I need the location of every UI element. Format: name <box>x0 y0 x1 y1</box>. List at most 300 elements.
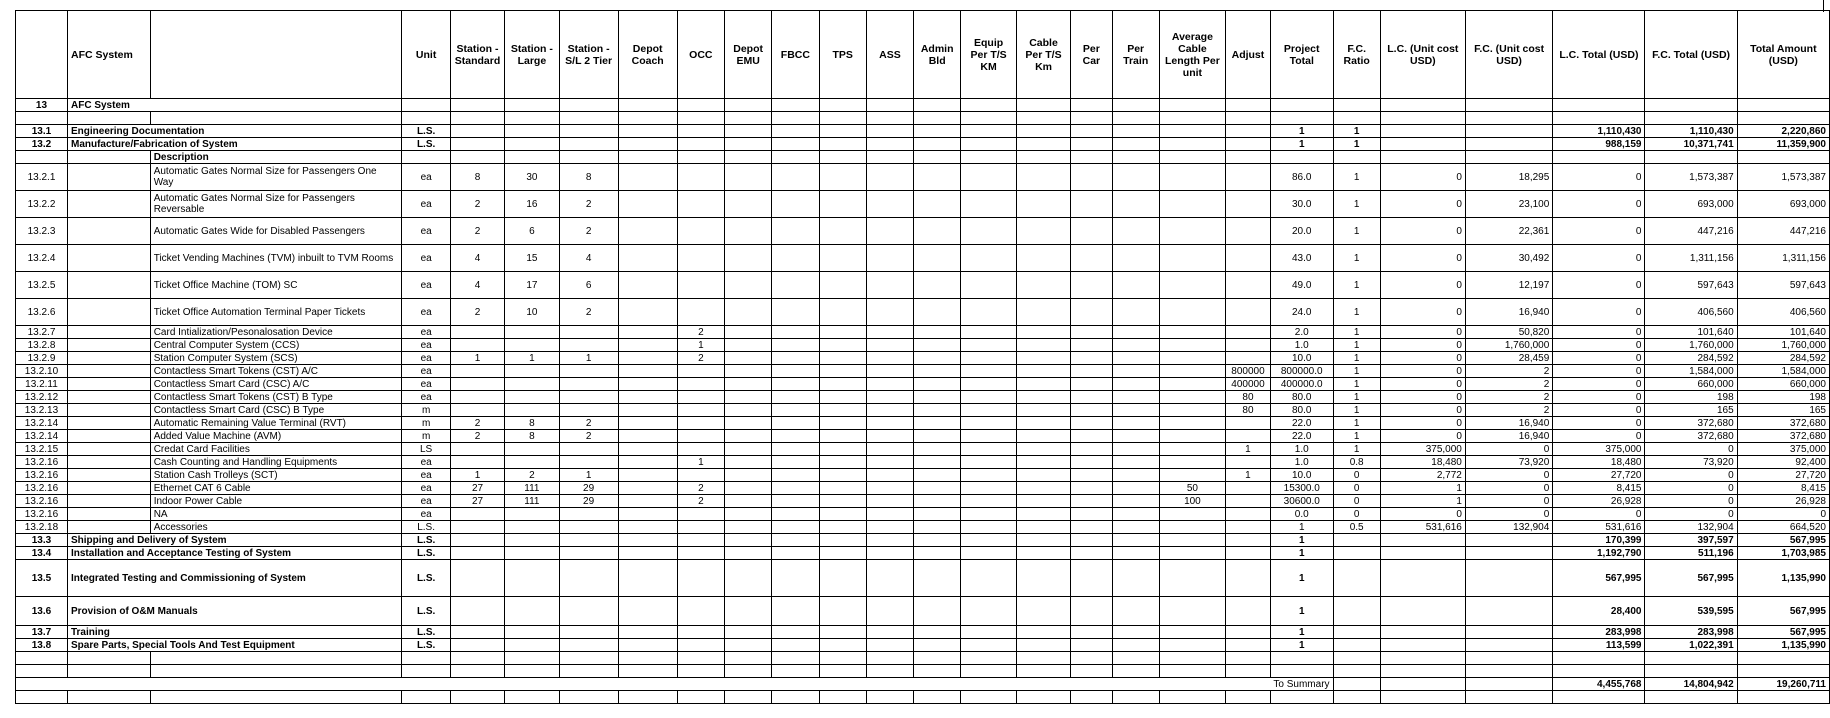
row-cell <box>1016 521 1070 534</box>
row-item-label: Indoor Power Cable <box>150 495 402 508</box>
header-lc-unit-cost: L.C. (Unit cost USD) <box>1380 11 1465 99</box>
row-cell <box>505 326 559 339</box>
row-cell: 30 <box>505 164 559 191</box>
row-cell <box>677 430 724 443</box>
row-cell <box>1071 125 1112 138</box>
row-cell <box>961 299 1017 326</box>
row-cell <box>866 456 913 469</box>
row-cell: 0 <box>1333 469 1380 482</box>
row-cell: 1 <box>1333 125 1380 138</box>
row-cell <box>505 639 559 652</box>
row-cell <box>772 443 819 456</box>
row-cell <box>618 597 677 626</box>
row-cell <box>866 138 913 151</box>
row-cell <box>677 547 724 560</box>
row-cell <box>450 138 504 151</box>
row-cell <box>1159 339 1225 352</box>
row-cell: 0 <box>1553 417 1645 430</box>
row-cell <box>772 597 819 626</box>
row-cell <box>618 495 677 508</box>
row-indent <box>67 443 150 456</box>
row-cell <box>772 495 819 508</box>
row-cell <box>1159 245 1225 272</box>
row-cell <box>1016 508 1070 521</box>
table-row <box>16 443 1830 456</box>
row-cell <box>772 521 819 534</box>
row-cell <box>724 534 771 547</box>
row-cell <box>1016 352 1070 365</box>
row-cell: 2,220,860 <box>1737 125 1829 138</box>
row-cell <box>505 534 559 547</box>
row-cell <box>914 534 961 547</box>
row-cell: 28,459 <box>1465 352 1552 365</box>
row-cell <box>677 138 724 151</box>
row-number: 13.7 <box>16 626 68 639</box>
table-row <box>16 272 1830 299</box>
row-cell: 50 <box>1159 482 1225 495</box>
row-cell: 0 <box>1380 272 1465 299</box>
row-number: 13.1 <box>16 125 68 138</box>
row-indent <box>67 339 150 352</box>
row-cell: 1 <box>1333 218 1380 245</box>
row-cell <box>1226 626 1271 639</box>
row-cell: 29 <box>559 495 618 508</box>
row-cell: 132,904 <box>1645 521 1737 534</box>
row-indent <box>67 326 150 339</box>
row-cell <box>724 469 771 482</box>
row-indent <box>67 417 150 430</box>
row-cell: 0 <box>1465 508 1552 521</box>
header-depot-coach: Depot Coach <box>618 11 677 99</box>
row-cell: 1 <box>1270 547 1333 560</box>
row-indent <box>67 456 150 469</box>
row-cell <box>819 352 866 365</box>
row-cell <box>961 378 1017 391</box>
row-cell <box>559 125 618 138</box>
row-cell: 111 <box>505 482 559 495</box>
spacer-row <box>16 665 1830 678</box>
row-cell <box>1016 378 1070 391</box>
row-cell: 2.0 <box>1270 326 1333 339</box>
row-cell <box>1016 534 1070 547</box>
row-cell <box>1112 626 1159 639</box>
row-cell <box>914 365 961 378</box>
row-cell: 2 <box>450 430 504 443</box>
header-fc-ratio: F.C. Ratio <box>1333 11 1380 99</box>
row-cell <box>1112 404 1159 417</box>
row-cell: 12,197 <box>1465 272 1552 299</box>
row-item-label: Automatic Gates Normal Size for Passengers One Way <box>150 164 402 191</box>
row-number: 13.4 <box>16 547 68 560</box>
table-row <box>16 521 1830 534</box>
row-cell <box>914 508 961 521</box>
row-cell <box>618 391 677 404</box>
row-cell: 0 <box>1645 443 1737 456</box>
row-cell <box>618 245 677 272</box>
row-cell <box>677 534 724 547</box>
row-cell: 0.0 <box>1270 508 1333 521</box>
row-cell: 0 <box>1553 352 1645 365</box>
row-cell <box>1071 597 1112 626</box>
row-cell <box>1112 482 1159 495</box>
row-unit: ea <box>402 191 450 218</box>
row-cell <box>618 365 677 378</box>
row-cell <box>914 218 961 245</box>
row-cell: 1,311,156 <box>1737 245 1829 272</box>
row-cell <box>772 626 819 639</box>
row-cell: 0 <box>1553 164 1645 191</box>
row-cell <box>866 469 913 482</box>
row-cell: 18,295 <box>1465 164 1552 191</box>
row-cell <box>1112 352 1159 365</box>
row-cell <box>819 534 866 547</box>
row-cell <box>1465 125 1552 138</box>
row-cell <box>1016 299 1070 326</box>
row-cell <box>914 495 961 508</box>
row-cell <box>724 138 771 151</box>
row-cell <box>724 508 771 521</box>
row-cell: 1 <box>1333 365 1380 378</box>
row-cell: 0 <box>1380 352 1465 365</box>
header-lc-total: L.C. Total (USD) <box>1553 11 1645 99</box>
row-cell <box>866 639 913 652</box>
row-cell <box>1112 391 1159 404</box>
row-cell <box>772 218 819 245</box>
row-cell: 22.0 <box>1270 417 1333 430</box>
row-cell <box>1071 272 1112 299</box>
row-cell <box>1112 299 1159 326</box>
row-cell <box>1071 495 1112 508</box>
row-unit: L.S. <box>402 597 450 626</box>
row-number: 13.2.7 <box>16 326 68 339</box>
row-cell <box>1112 378 1159 391</box>
row-cell <box>819 272 866 299</box>
table-row <box>16 391 1830 404</box>
row-cell <box>772 352 819 365</box>
row-cell <box>1016 495 1070 508</box>
row-cell: 20.0 <box>1270 218 1333 245</box>
row-cell <box>618 469 677 482</box>
summary-total-amount: 19,260,711 <box>1737 678 1829 691</box>
row-number: 13.2.3 <box>16 218 68 245</box>
row-item-label: Station Computer System (SCS) <box>150 352 402 365</box>
row-cell <box>819 404 866 417</box>
row-cell: 80.0 <box>1270 391 1333 404</box>
row-cell: 0 <box>1553 365 1645 378</box>
table-row <box>16 560 1830 597</box>
row-unit: ea <box>402 164 450 191</box>
row-cell <box>819 597 866 626</box>
row-unit: L.S. <box>402 521 450 534</box>
row-cell: 30,492 <box>1465 245 1552 272</box>
row-cell <box>450 456 504 469</box>
row-cell: 0 <box>1333 495 1380 508</box>
table-row <box>16 138 1830 151</box>
row-cell: 6 <box>505 218 559 245</box>
row-cell <box>1071 164 1112 191</box>
row-cell <box>866 626 913 639</box>
row-cell <box>772 547 819 560</box>
row-cell <box>1226 495 1271 508</box>
row-cell <box>914 626 961 639</box>
row-cell: 0 <box>1553 339 1645 352</box>
row-cell <box>559 326 618 339</box>
row-cell <box>1226 456 1271 469</box>
row-cell <box>724 597 771 626</box>
row-cell <box>1159 521 1225 534</box>
row-cell <box>724 404 771 417</box>
row-cell: 1 <box>1380 495 1465 508</box>
row-cell: 1 <box>559 469 618 482</box>
row-cell: 372,680 <box>1645 417 1737 430</box>
row-cell <box>724 626 771 639</box>
row-cell <box>1016 404 1070 417</box>
row-cell <box>866 339 913 352</box>
row-number: 13.2.16 <box>16 495 68 508</box>
row-cell: 1.0 <box>1270 456 1333 469</box>
row-cell: 0 <box>1553 245 1645 272</box>
header-fbcc: FBCC <box>772 11 819 99</box>
row-cell <box>772 245 819 272</box>
row-cell <box>618 534 677 547</box>
row-cell <box>772 456 819 469</box>
row-cell <box>866 378 913 391</box>
header-occ: OCC <box>677 11 724 99</box>
row-cell <box>1226 191 1271 218</box>
row-cell <box>1226 326 1271 339</box>
row-cell <box>618 352 677 365</box>
row-cell: 406,560 <box>1645 299 1737 326</box>
row-cell: 101,640 <box>1645 326 1737 339</box>
row-cell <box>961 218 1017 245</box>
row-cell <box>914 560 961 597</box>
row-cell <box>1159 326 1225 339</box>
row-cell <box>724 218 771 245</box>
row-cell <box>724 272 771 299</box>
row-cell <box>618 218 677 245</box>
row-cell: 1 <box>1270 534 1333 547</box>
row-cell: 2 <box>450 299 504 326</box>
row-number: 13.2.16 <box>16 469 68 482</box>
row-cell <box>505 125 559 138</box>
row-number: 13.2.16 <box>16 456 68 469</box>
row-cell <box>772 378 819 391</box>
row-cell: 375,000 <box>1553 443 1645 456</box>
row-cell <box>866 391 913 404</box>
row-cell <box>1226 417 1271 430</box>
row-cell <box>914 430 961 443</box>
row-cell <box>1112 191 1159 218</box>
row-cell <box>772 404 819 417</box>
row-cell <box>450 378 504 391</box>
row-number: 13.2.14 <box>16 417 68 430</box>
row-cell <box>559 404 618 417</box>
row-cell <box>819 125 866 138</box>
row-cell: 0 <box>1465 469 1552 482</box>
row-cell <box>1112 245 1159 272</box>
row-cell: 1 <box>1226 469 1271 482</box>
row-cell <box>914 443 961 456</box>
spacer-row <box>16 652 1830 665</box>
row-cell <box>1112 365 1159 378</box>
row-cell: 1.0 <box>1270 339 1333 352</box>
row-cell <box>1159 352 1225 365</box>
row-cell <box>961 482 1017 495</box>
row-cell: 2 <box>677 352 724 365</box>
row-cell <box>1071 639 1112 652</box>
row-cell <box>724 391 771 404</box>
row-cell <box>724 299 771 326</box>
row-cell: 1,135,990 <box>1737 560 1829 597</box>
row-cell: 24.0 <box>1270 299 1333 326</box>
row-cell <box>1112 639 1159 652</box>
row-cell: 1 <box>1226 443 1271 456</box>
row-unit: ea <box>402 326 450 339</box>
row-cell: 92,400 <box>1737 456 1829 469</box>
row-cell <box>1071 378 1112 391</box>
row-cell: 1 <box>1270 639 1333 652</box>
row-cell <box>961 365 1017 378</box>
header-row <box>16 11 1830 99</box>
row-cell <box>1112 430 1159 443</box>
row-cell <box>1071 508 1112 521</box>
row-cell: 1 <box>505 352 559 365</box>
row-cell <box>618 430 677 443</box>
row-cell: 2 <box>450 417 504 430</box>
row-cell <box>1071 365 1112 378</box>
row-cell <box>677 626 724 639</box>
row-cell: 1 <box>1270 560 1333 597</box>
row-cell <box>914 417 961 430</box>
row-cell <box>866 125 913 138</box>
row-cell <box>559 547 618 560</box>
header-fc-total: F.C. Total (USD) <box>1645 11 1737 99</box>
row-cell <box>618 560 677 597</box>
row-cell <box>1226 125 1271 138</box>
row-cell <box>1071 245 1112 272</box>
row-cell: 0 <box>1333 482 1380 495</box>
row-cell <box>618 138 677 151</box>
row-cell <box>1465 138 1552 151</box>
row-cell: 100 <box>1159 495 1225 508</box>
row-cell: 372,680 <box>1645 430 1737 443</box>
row-cell: 8 <box>559 164 618 191</box>
row-cell <box>772 164 819 191</box>
row-cell: 2 <box>505 469 559 482</box>
row-unit: ea <box>402 339 450 352</box>
table-row <box>16 218 1830 245</box>
row-cell <box>772 191 819 218</box>
row-cell <box>724 639 771 652</box>
row-cell: 2,772 <box>1380 469 1465 482</box>
title-no: 13 <box>16 99 68 112</box>
row-cell <box>1016 125 1070 138</box>
row-cell <box>618 164 677 191</box>
row-cell: 43.0 <box>1270 245 1333 272</box>
row-cell <box>1380 138 1465 151</box>
row-cell: 113,599 <box>1553 639 1645 652</box>
row-cell: 0 <box>1380 326 1465 339</box>
row-cell <box>819 547 866 560</box>
row-cell <box>677 417 724 430</box>
row-cell <box>914 521 961 534</box>
row-cell <box>772 430 819 443</box>
row-unit: ea <box>402 391 450 404</box>
header-admin-bld: Admin Bld <box>914 11 961 99</box>
row-cell: 0 <box>1645 508 1737 521</box>
spacer-row <box>16 112 1830 125</box>
row-cell: 2 <box>559 430 618 443</box>
row-cell <box>677 125 724 138</box>
row-cell: 447,216 <box>1645 218 1737 245</box>
row-cell <box>866 365 913 378</box>
row-cell: 2 <box>450 218 504 245</box>
row-cell: 4 <box>450 245 504 272</box>
row-cell <box>1112 443 1159 456</box>
row-cell <box>505 443 559 456</box>
row-cell: 10 <box>505 299 559 326</box>
row-cell: 1,703,985 <box>1737 547 1829 560</box>
row-item-label: Added Value Machine (AVM) <box>150 430 402 443</box>
row-cell <box>819 469 866 482</box>
row-cell <box>772 560 819 597</box>
row-cell <box>450 125 504 138</box>
row-cell <box>1016 456 1070 469</box>
row-cell: 1 <box>559 352 618 365</box>
row-cell: 1 <box>1333 164 1380 191</box>
row-cell: 26,928 <box>1553 495 1645 508</box>
row-cell: 80.0 <box>1270 404 1333 417</box>
header-unit: Unit <box>402 11 450 99</box>
row-cell <box>1159 365 1225 378</box>
row-cell <box>1016 365 1070 378</box>
row-cell <box>724 521 771 534</box>
row-cell <box>677 469 724 482</box>
row-cell <box>819 191 866 218</box>
row-indent <box>67 430 150 443</box>
row-cell <box>1226 534 1271 547</box>
row-cell <box>505 404 559 417</box>
row-indent <box>67 495 150 508</box>
row-cell: 8 <box>505 430 559 443</box>
row-indent <box>67 164 150 191</box>
row-cell <box>1071 534 1112 547</box>
row-cell <box>1465 639 1552 652</box>
row-cell: 132,904 <box>1465 521 1552 534</box>
row-item-label: Cash Counting and Handling Equipments <box>150 456 402 469</box>
row-cell <box>1159 597 1225 626</box>
row-cell: 6 <box>559 272 618 299</box>
row-cell <box>1112 272 1159 299</box>
row-cell: 26,928 <box>1737 495 1829 508</box>
row-cell <box>677 521 724 534</box>
row-cell <box>1159 626 1225 639</box>
table-row <box>16 339 1830 352</box>
row-cell <box>677 508 724 521</box>
row-number: 13.2.18 <box>16 521 68 534</box>
row-number: 13.2.2 <box>16 191 68 218</box>
header-depot-emu: Depot EMU <box>724 11 771 99</box>
row-cell <box>1226 560 1271 597</box>
row-cell <box>961 339 1017 352</box>
row-cell: 1 <box>1333 326 1380 339</box>
row-cell <box>819 138 866 151</box>
row-cell <box>1465 597 1552 626</box>
row-cell: 73,920 <box>1465 456 1552 469</box>
row-cell <box>819 326 866 339</box>
row-cell: 1 <box>1333 443 1380 456</box>
row-cell <box>819 521 866 534</box>
